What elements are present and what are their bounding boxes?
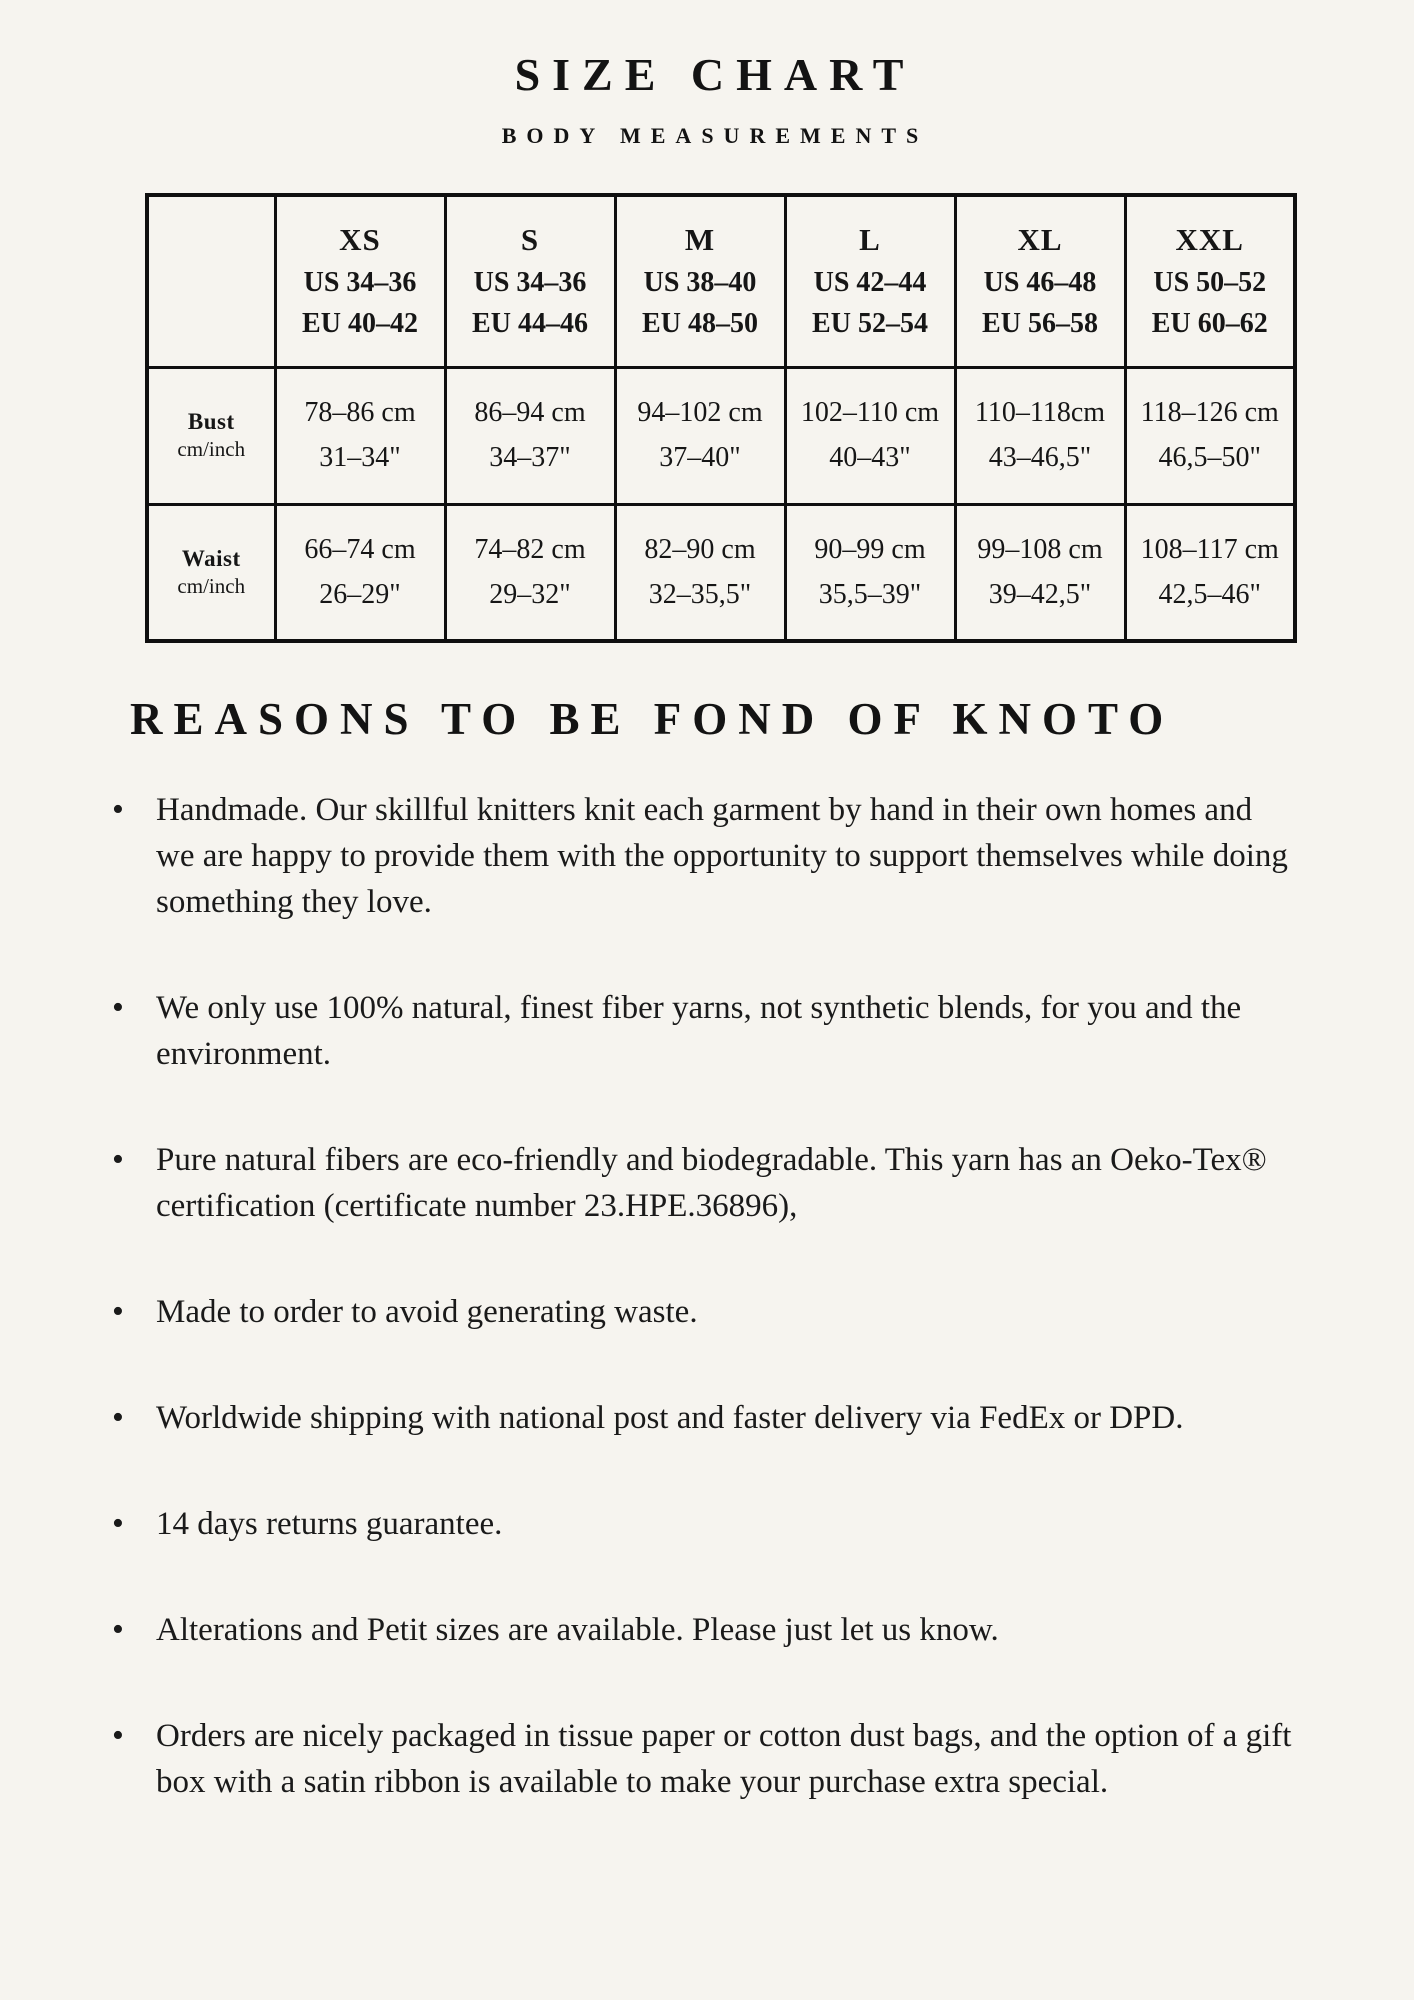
us-size: US 42–44: [813, 267, 927, 299]
reason-item-made-to-order: • Made to order to avoid generating waste.: [156, 1289, 1296, 1335]
waist-xs-cell: [275, 504, 445, 641]
size-label: XXL: [1175, 222, 1244, 258]
waist-row: [147, 504, 1295, 641]
size-column-s: [445, 195, 615, 367]
size-label: L: [859, 222, 881, 258]
reasons-list: [156, 787, 1414, 1805]
cm-value: 118–126 cm: [1140, 397, 1279, 428]
row-unit: cm/inch: [177, 573, 246, 598]
corner-cell: [147, 195, 275, 367]
bust-row-label-cell: [147, 367, 275, 504]
inch-value: 37–40": [659, 442, 741, 473]
inch-value: 34–37": [489, 442, 571, 473]
reason-item-returns: • 14 days returns guarantee.: [156, 1501, 1296, 1547]
reasons-heading: REASONS TO BE FOND OF KNOTO: [130, 694, 1175, 744]
bust-row: [147, 367, 1295, 504]
eu-size: EU 40–42: [302, 308, 418, 340]
cm-value: 86–94 cm: [474, 397, 586, 428]
eu-size: EU 60–62: [1151, 308, 1268, 340]
eu-size: EU 44–46: [472, 308, 588, 340]
cm-value: 78–86 cm: [304, 397, 416, 428]
us-size: US 34–36: [303, 267, 417, 299]
row-label: Bust: [187, 409, 235, 434]
inch-value: 39–42,5": [988, 578, 1092, 610]
bust-xxl-cell: [1125, 367, 1295, 504]
waist-xl-cell: [955, 504, 1125, 641]
reason-item-packaging: • Orders are nicely packaged in tissue paper or cotton dust bags, and the option of a gift box with a satin ribbon is available to make your purchase extra special.: [156, 1713, 1296, 1805]
size-column-xs: [275, 195, 445, 367]
reason-item-alterations: • Alterations and Petit sizes are available. Please just let us know.: [156, 1607, 1296, 1653]
inch-value: 26–29": [319, 578, 401, 610]
bust-s-cell: [445, 367, 615, 504]
inch-value: 35,5–39": [818, 578, 922, 610]
us-size: US 46–48: [983, 267, 1097, 299]
inch-value: 29–32": [489, 578, 571, 610]
inch-value: 40–43": [829, 442, 911, 473]
inch-value: 43–46,5": [988, 442, 1092, 473]
reason-item-shipping: • Worldwide shipping with national post and faster delivery via FedEx or DPD.: [156, 1395, 1296, 1441]
size-column-xl: [955, 195, 1125, 367]
page-title: SIZE CHART: [514, 49, 916, 100]
bust-m-cell: [615, 367, 785, 504]
eu-size: EU 48–50: [642, 308, 758, 340]
row-unit: cm/inch: [177, 437, 246, 461]
eu-size: EU 56–58: [982, 308, 1098, 340]
cm-value: 66–74 cm: [304, 533, 416, 565]
reason-item-natural-yarns: • We only use 100% natural, finest fiber yarns, not synthetic blends, for you and the environment.: [156, 985, 1296, 1077]
size-column-l: [785, 195, 955, 367]
cm-value: 99–108 cm: [977, 533, 1103, 565]
size-label: M: [684, 222, 716, 258]
waist-xxl-cell: [1125, 504, 1295, 641]
cm-value: 108–117 cm: [1140, 533, 1279, 565]
bust-xs-cell: [275, 367, 445, 504]
cm-value: 82–90 cm: [644, 533, 756, 565]
inch-value: 46,5–50": [1158, 442, 1261, 473]
waist-l-cell: [785, 504, 955, 641]
page-subtitle: BODY MEASUREMENTS: [501, 123, 929, 148]
bust-xl-cell: [955, 367, 1125, 504]
table-header-row: [147, 195, 1295, 367]
bust-l-cell: [785, 367, 955, 504]
size-column-m: [615, 195, 785, 367]
eu-size: EU 52–54: [812, 308, 928, 340]
title-block: [136, 48, 1294, 149]
size-label: XS: [339, 222, 381, 258]
waist-m-cell: [615, 504, 785, 641]
cm-value: 94–102 cm: [637, 397, 763, 428]
us-size: US 38–40: [643, 267, 757, 299]
size-column-xxl: [1125, 195, 1295, 367]
us-size: US 50–52: [1153, 267, 1267, 299]
inch-value: 42,5–46": [1158, 578, 1261, 610]
inch-value: 32–35,5": [648, 578, 752, 610]
reason-item-handmade: • Handmade. Our skillful knitters knit each garment by hand in their own homes and we are happy to provide them with the opportunity to support themselves while doing something they love.: [156, 787, 1296, 925]
row-label: Waist: [181, 545, 241, 571]
size-label: XL: [1017, 222, 1063, 258]
us-size: US 34–36: [473, 267, 587, 299]
reason-item-eco-friendly: • Pure natural fibers are eco-friendly and biodegradable. This yarn has an Oeko-Tex® certification (certificate number 23.HPE.36896),: [156, 1137, 1296, 1229]
cm-value: 74–82 cm: [474, 533, 586, 565]
cm-value: 102–110 cm: [800, 397, 940, 428]
inch-value: 31–34": [319, 442, 401, 473]
waist-s-cell: [445, 504, 615, 641]
cm-value: 110–118cm: [974, 397, 1106, 428]
size-label: S: [520, 222, 540, 258]
cm-value: 90–99 cm: [814, 533, 926, 565]
waist-row-label-cell: [147, 504, 275, 641]
size-chart-table: [145, 193, 1297, 643]
